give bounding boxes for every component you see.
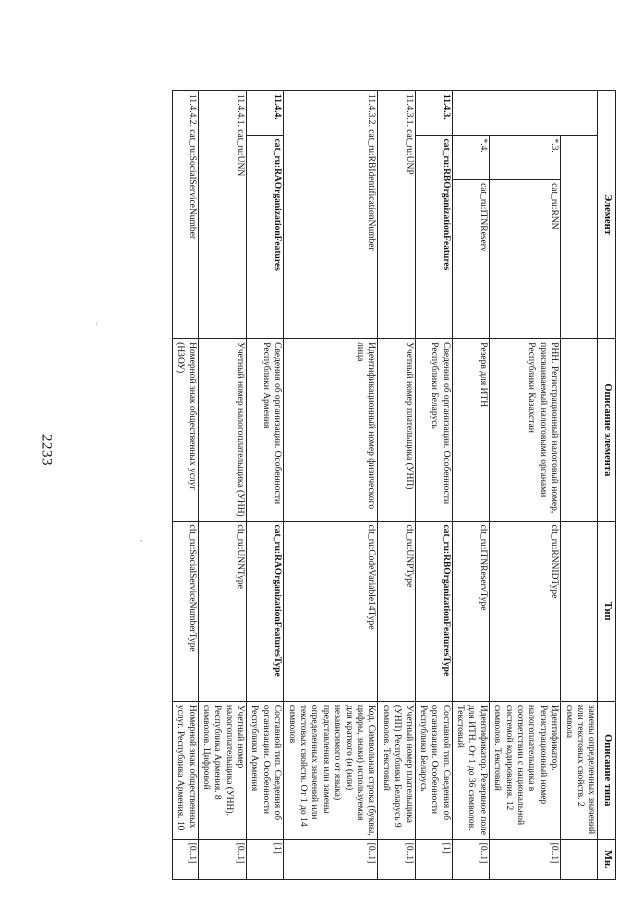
element-name-text: cat_ru:SocialServiceNumber [186, 129, 197, 240]
header-mn: Мн. [598, 839, 616, 879]
type-name: clt_ru:RNNIDType [489, 521, 560, 701]
type-desc-cell: Учетный номер плательщика (УНП) Республики Беларусь 9 символов. Текстовый [378, 701, 415, 839]
header-type: Тип [598, 521, 616, 701]
element-desc: РНН. Регистрационный налоговый номер, присваиваемый налоговыми органами Республики Казахстан [489, 339, 560, 521]
type-desc-cell: Учетный номер налогоплательщика (УНН). Республика Армения. 8 символов. Цифровой [198, 701, 247, 839]
row-number: *.3. [489, 135, 560, 180]
type-name: clt_ru:CodeVariable14Type [284, 521, 378, 701]
type-desc-cell: Код. Символьная строка (буквы, цифры, знаки) используемая для краткого (и (или) независимого от языка) представления или замены определенных значений или текстовых свойств. От 1 до 14 символов [284, 701, 378, 839]
element-name [172, 91, 198, 339]
mn-cell: [0..1] [452, 839, 489, 879]
element-name: cat_ru:ITNReserv [452, 180, 489, 339]
element-desc: Сведения об организации. Особенности Республики Армения [247, 339, 284, 521]
type-desc-cell: Составной тип. Сведения об организации. Особенности Республики Беларусь [415, 701, 452, 839]
table-row [198, 91, 247, 880]
type-name: clt_ru:UNPType [378, 521, 415, 701]
table-row [561, 91, 598, 880]
element-desc: Номерной знак общественных услуг (НЗОУ) [172, 339, 198, 521]
table-header-row [598, 91, 616, 880]
type-desc-cell: Идентификатор. Резервное поле для ИТН. От 1 до 36 символов. Текстовый [452, 701, 489, 839]
type-desc-cell: Номерной знак общественных услуг. Республика Армения. 10 [172, 701, 198, 839]
element-name [378, 91, 415, 339]
type-name: clt_ru:UNNType [198, 521, 247, 701]
type-desc-cell: замены определенных значений или текстовых свойств. 2 символа [561, 701, 598, 839]
scan-speck [96, 322, 97, 325]
row-number: 11.4.4.1. [235, 94, 246, 127]
element-name: cat_ru:RNN [489, 180, 560, 339]
element-name-text: cat_ru:UNN [235, 129, 246, 177]
header-element-desc: Описание элемента [598, 339, 616, 521]
element-desc: Идентификационный номер физического лица [284, 339, 378, 521]
scan-speck [140, 540, 142, 542]
element-name: cat_ru:RAOrganizationFeatures [247, 135, 284, 339]
type-name: cat_ru:RBOrganizationFeaturesType [415, 521, 452, 701]
table-row [284, 91, 378, 880]
table-row [489, 91, 560, 880]
element-desc: Учетный номер налогоплательщика (УНН) [198, 339, 247, 521]
type-name: clt_ru:SocialServiceNumberType [172, 521, 198, 701]
table-row [378, 91, 415, 880]
type-name: cat_ru:RAOrganizationFeaturesType [247, 521, 284, 701]
row-number: 11.4.3.1. [403, 94, 414, 127]
table-row [452, 91, 489, 880]
table-row [247, 91, 284, 880]
header-element: Элемент [598, 91, 616, 339]
element-name-text: cat_ru:RBIdentificationNumber [366, 129, 377, 251]
row-number: 11.4.4.2. [186, 94, 197, 127]
mn-cell: [1] [415, 839, 452, 879]
type-name: clt_ru:ITNReservType [452, 521, 489, 701]
page-number: 2233 [38, 434, 55, 466]
mn-cell: [1] [247, 839, 284, 879]
element-name: cat_ru:RBOrganizationFeatures [415, 135, 452, 339]
row-number: 11.4.3. [415, 91, 452, 136]
rotated-page-content [96, 90, 616, 880]
mn-cell: [0..1] [284, 839, 378, 879]
element-name [198, 91, 247, 339]
data-table [172, 90, 616, 880]
row-number: *.4. [452, 135, 489, 180]
mn-cell: [0..1] [198, 839, 247, 879]
row-number: 11.4.3.2. [366, 94, 377, 127]
table-row [415, 91, 452, 880]
element-name-text: cat_ru:UNP [403, 129, 414, 175]
type-desc-cell: Составной тип. Сведения об организации. Особенности Республики Армения [247, 701, 284, 839]
mn-cell: [0..1] [378, 839, 415, 879]
element-desc: Учетный номер плательщика (УНП) [378, 339, 415, 521]
table-row [172, 91, 198, 880]
element-name [284, 91, 378, 339]
mn-cell: [0..1] [489, 839, 560, 879]
header-type-desc: Описание типа [598, 701, 616, 839]
row-number: 11.4.4. [247, 91, 284, 136]
type-desc-cell: Идентификатор. Регистрационный номер налогоплательщика в соответствии с национальной системой кодирования. 12 символов. Текстовый [489, 701, 560, 839]
element-desc: Резерв для ИТН [452, 339, 489, 521]
mn-cell: [0..1] [172, 839, 198, 879]
element-desc: Сведения об организации. Особенности Республики Беларусь [415, 339, 452, 521]
